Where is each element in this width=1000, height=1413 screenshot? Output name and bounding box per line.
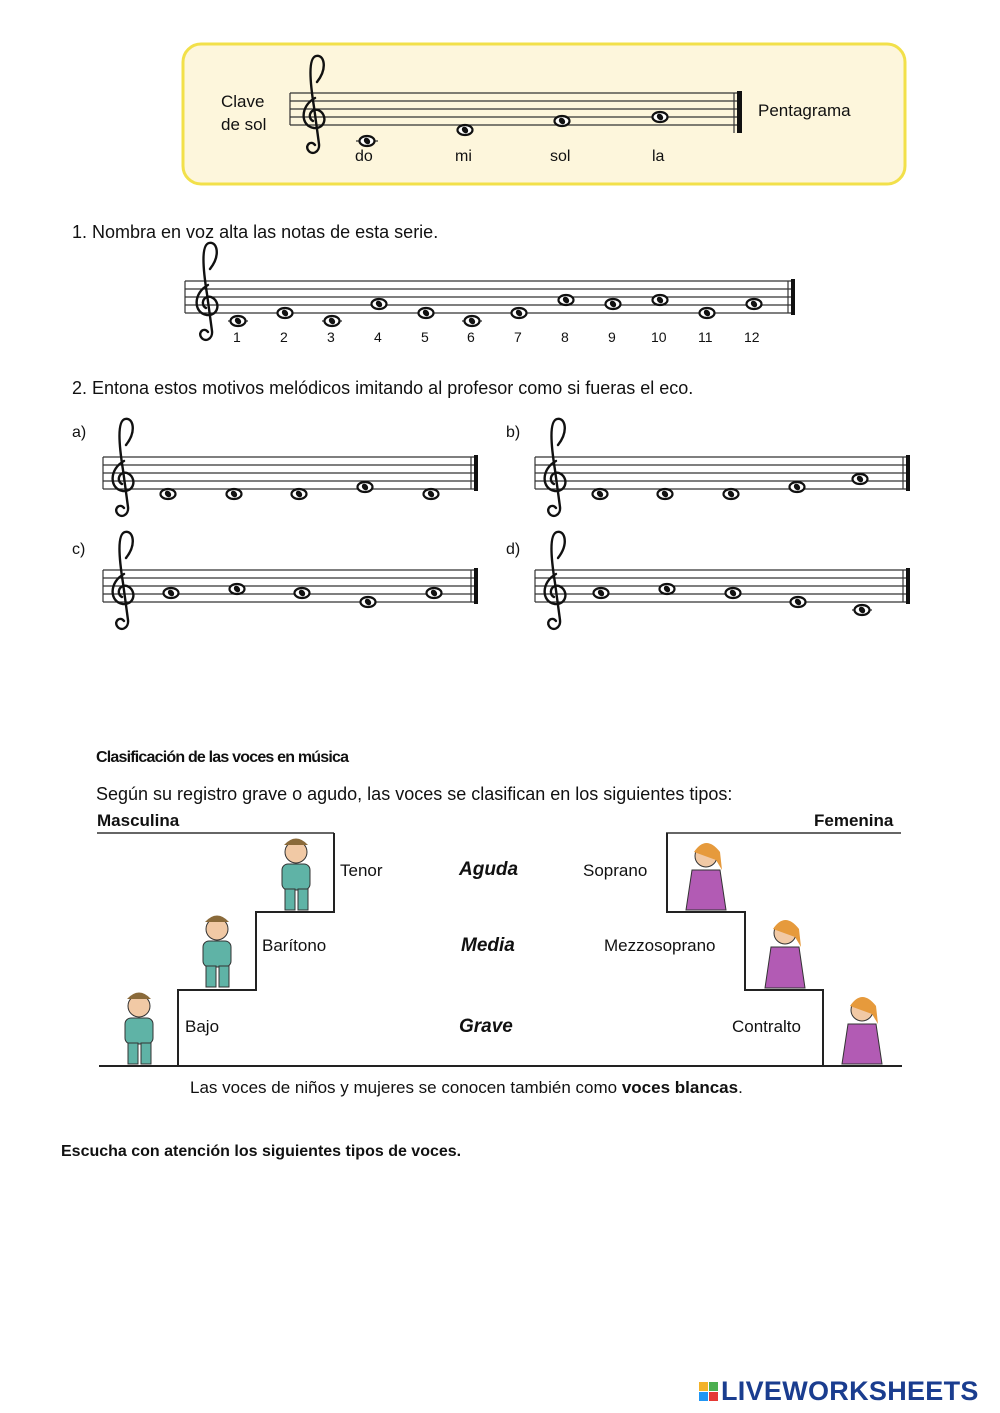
staff-d [535,570,910,602]
note-mi [458,125,473,135]
motif-label-b: b) [506,424,521,441]
singer-male-icon [203,916,231,988]
note-number: 1 [233,329,241,345]
note-sol [555,116,570,126]
voices-subtitle: Según su registro grave o agudo, las voces se clasifican en los siguientes tipos: [96,784,733,804]
singer-female-icon [686,843,726,910]
footnote-end: . [738,1078,743,1097]
motif-label-d: d) [506,541,521,558]
liveworksheets-logo-icon [699,1382,718,1401]
note-number: 10 [651,329,667,345]
note-number: 6 [467,329,475,345]
staff-a [103,457,478,489]
masculine-header: Masculina [97,811,180,830]
motif-label-a: a) [72,424,87,441]
note-number: 5 [421,329,429,345]
note-number: 2 [280,329,288,345]
feminine-header: Femenina [814,811,894,830]
exercise1-instruction: 1. Nombra en voz alta las notas de esta serie. [72,222,439,242]
voice-bajo: Bajo [185,1017,220,1036]
footnote-bold: voces blancas [621,1078,739,1097]
voices-title: Clasificación de las voces en música [96,749,349,766]
treble-clef-icon [197,243,218,340]
exercise1-notes [228,295,762,326]
voice-soprano: Soprano [583,861,648,880]
treble-clef-icon [113,532,134,629]
level-aguda: Aguda [459,859,519,880]
note-do [360,136,375,146]
singer-female-icon [765,920,805,988]
singer-female-icon [842,997,882,1064]
note-name: mi [455,148,472,165]
treble-clef-icon [545,532,566,629]
note-number: 9 [608,329,616,345]
motif-label-c: c) [72,541,86,558]
staff-label: Pentagrama [758,101,851,120]
treble-clef-icon [113,419,134,516]
listen-instruction: Escucha con atención los siguientes tipos de voces. [61,1143,462,1160]
voice-baritono: Barítono [262,936,327,955]
note-number: 11 [698,329,713,345]
liveworksheets-logo[interactable]: LIVEWORKSHEETS [721,1376,979,1406]
note-number: 3 [327,329,335,345]
exercise2-instruction: 2. Entona estos motivos melódicos imitando al profesor como si fueras el eco. [72,378,694,398]
singer-male-icon [125,993,153,1065]
staff-c [103,570,478,602]
singer-male-icon [282,839,310,911]
note-number: 7 [514,329,522,345]
note-number: 12 [744,329,760,345]
clef-label-line1: Clave [221,92,265,111]
voice-mezzosoprano: Mezzosoprano [604,936,716,955]
note-name: sol [550,148,571,165]
voices-footnote [190,1078,743,1098]
note-la [653,112,668,122]
note-number: 4 [374,329,382,345]
clef-label-line2: de sol [221,115,267,134]
level-media: Media [461,935,515,956]
treble-clef-icon [545,419,566,516]
footnote-text: Las voces de niños y mujeres se conocen también como [190,1078,622,1097]
note-name: do [355,148,373,165]
staff-b [535,457,910,489]
voice-tenor: Tenor [340,861,383,880]
level-grave: Grave [459,1016,513,1037]
note-name: la [652,148,665,165]
note-number: 8 [561,329,569,345]
voice-contralto: Contralto [732,1017,801,1036]
